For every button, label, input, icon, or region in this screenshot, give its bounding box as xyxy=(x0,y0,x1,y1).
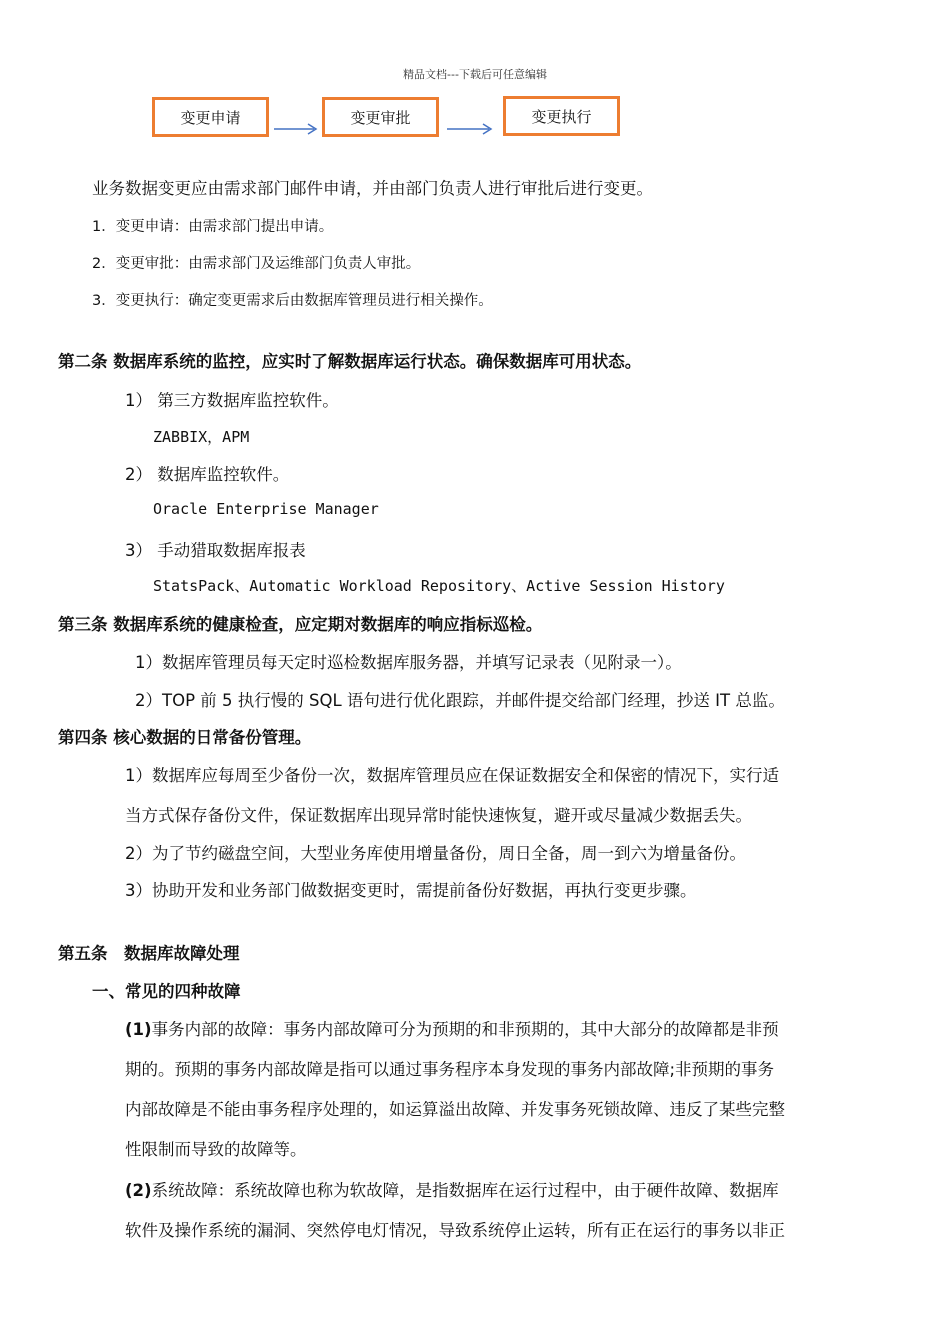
step-item-1: 1．变更申请：由需求部门提出申请。 xyxy=(92,219,334,235)
flow-box-approval xyxy=(322,97,439,137)
fault-1-line-4: 性限制而导致的故障等。 xyxy=(125,1140,307,1159)
fault-2-line-1 xyxy=(125,1177,779,1201)
fault-2-line-2: 软件及操作系统的漏洞、突然停电灯情况，导致系统停止运转，所有正在运行的事务以非正 xyxy=(125,1221,785,1240)
step-item-3: 3．变更执行：确定变更需求后由数据库管理员进行相关操作。 xyxy=(92,293,493,309)
article-3-title: 第三条 数据库系统的健康检查，应定期对数据库的响应指标巡检。 xyxy=(58,615,543,634)
fault-1-line-2: 期的。预期的事务内部故障是指可以通过事务程序本身发现的事务内部故障;非预期的事务 xyxy=(125,1060,775,1079)
article-2-item-3: 3） 手动猎取数据库报表 xyxy=(125,541,306,560)
flow-box-execute xyxy=(503,96,620,136)
article-2-item-3-detail: StatsPack、Automatic Workload Repository、Active Session History xyxy=(153,577,725,595)
step-item-2: 2．变更审批：由需求部门及运维部门负责人审批。 xyxy=(92,256,421,272)
article-4-line-2: 当方式保存备份文件，保证数据库出现异常时能快速恢复，避开或尽量减少数据丢失。 xyxy=(125,806,752,825)
intro-paragraph: 业务数据变更应由需求部门邮件申请，并由部门负责人进行审批后进行变更。 xyxy=(92,179,653,198)
article-4-title: 第四条 核心数据的日常备份管理。 xyxy=(58,728,312,747)
article-5-title: 第五条 数据库故障处理 xyxy=(58,944,240,963)
flow-box-execute-label: 变更执行 xyxy=(531,107,592,126)
article-2-item-2-detail: Oracle Enterprise Manager xyxy=(153,500,379,518)
flow-box-request-label: 变更申请 xyxy=(180,108,241,127)
article-2-item-1: 1） 第三方数据库监控软件。 xyxy=(125,391,339,410)
fault-1-label: (1) xyxy=(125,1020,152,1039)
arrow-right-icon xyxy=(272,121,322,137)
article-2-item-1-detail: ZABBIX，APM xyxy=(153,428,250,446)
fault-1-text: 事务内部的故障：事务内部故障可分为预期的和非预期的，其中大部分的故障都是非预 xyxy=(151,1020,779,1039)
article-4-line-1: 1）数据库应每周至少备份一次，数据库管理员应在保证数据安全和保密的情况下，实行适 xyxy=(125,766,779,785)
article-5-subtitle: 一、常见的四种故障 xyxy=(92,982,241,1001)
article-4-line-4: 3）协助开发和业务部门做数据变更时，需提前备份好数据，再执行变更步骤。 xyxy=(125,881,697,900)
page-header: 精品文档---下载后可任意编辑 xyxy=(403,68,547,81)
fault-2-label: (2) xyxy=(125,1181,152,1200)
fault-1-line-1 xyxy=(125,1016,779,1040)
article-2-title: 第二条 数据库系统的监控，应实时了解数据库运行状态。确保数据库可用状态。 xyxy=(58,352,642,371)
fault-1-line-3: 内部故障是不能由事务程序处理的，如运算溢出故障、并发事务死锁故障、违反了某些完整 xyxy=(125,1100,785,1119)
article-3-item-2: 2）TOP 前 5 执行慢的 SQL 语句进行优化跟踪，并邮件提交给部门经理，抄送 IT 总监。 xyxy=(135,691,785,710)
flow-box-approval-label: 变更审批 xyxy=(350,108,411,127)
article-4-line-3: 2）为了节约磁盘空间，大型业务库使用增量备份，周日全备，周一到六为增量备份。 xyxy=(125,844,746,863)
article-3-item-1: 1）数据库管理员每天定时巡检数据库服务器，并填写记录表（见附录一）。 xyxy=(135,653,682,672)
article-2-item-2: 2） 数据库监控软件。 xyxy=(125,465,290,484)
fault-2-text: 系统故障：系统故障也称为软故障，是指数据库在运行过程中，由于硬件故障、数据库 xyxy=(151,1181,779,1200)
flow-box-request xyxy=(152,97,269,137)
arrow-right-icon xyxy=(445,121,497,137)
